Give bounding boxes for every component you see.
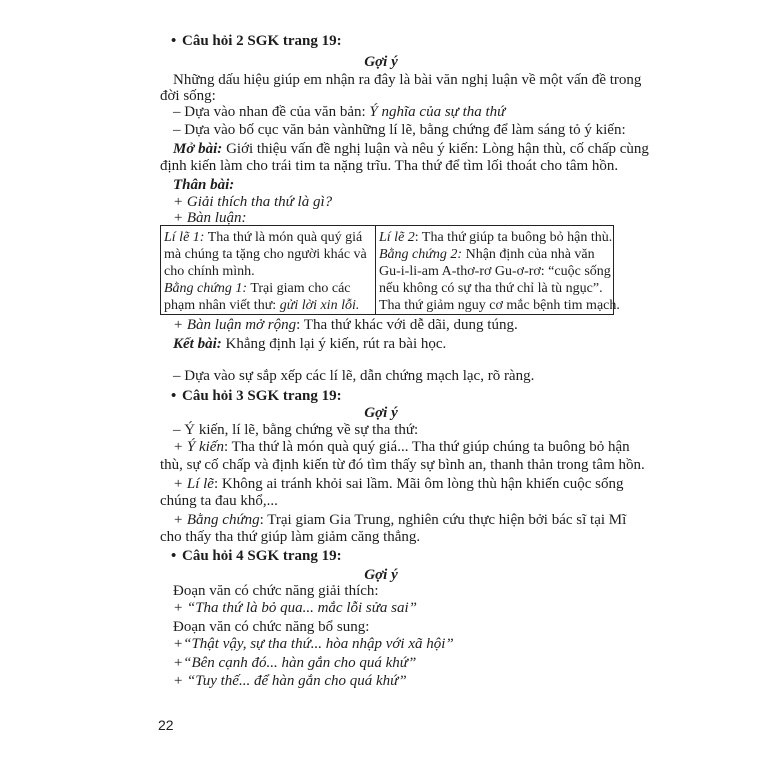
q2-intro-line1: Những dấu hiệu giúp em nhận ra đây là bài văn nghị luận về một vấn đề trong <box>173 72 642 88</box>
table-cell-right: Lí lẽ 2: Tha thứ giúp ta buông bỏ hận thù. Bằng chứng 2: Nhận định của nhà văn Gu-i-li-am A-thơ-rơ Gu-ơ-rơ: “cuộc sống nếu không có sự tha thứ chỉ là tù ngục”. Tha thứ giảm nguy cơ mắc bệnh tim mạch. <box>376 226 614 315</box>
mo-bai-line2: định kiến làm cho trái tim ta nặng trĩu. Tha thứ để tìm lối thoát cho tâm hồn. <box>160 158 619 174</box>
bo-sung-quote-3: + “Tuy thế... để hàn gắn cho quá khứ” <box>173 673 407 689</box>
ket-bai: Kết bài: Khẳng định lại ý kiến, rút ra bài học. <box>173 336 447 352</box>
bang-chung-2-label: Bằng chứng 2: <box>379 247 463 262</box>
ban-luan-mo-rong: + Bàn luận mở rộng: Tha thứ khác với dễ dãi, dung túng. <box>173 317 518 333</box>
li-le-line1: + Lí lẽ: Không ai tránh khỏi sai lầm. Mãi ôm lòng thù hận khiến cuộc sống <box>173 476 624 492</box>
giai-thich-quote: + “Tha thứ là bỏ qua... mắc lỗi sửa sai” <box>173 600 418 616</box>
li-le-line2: chúng ta đau khổ,... <box>160 493 278 509</box>
argument-table <box>160 225 620 315</box>
bang-chung-1-label: Bằng chứng 1: <box>164 281 248 296</box>
mo-bai-label: Mở bài: <box>173 141 223 157</box>
q4-heading: • Câu hỏi 4 SGK trang 19: <box>171 548 342 564</box>
bullet-icon: • <box>171 388 177 404</box>
bang-chung-line2: cho thấy tha thứ giúp làm giảm căng thẳng. <box>160 529 421 545</box>
than-bai-label: Thân bài: <box>173 177 235 193</box>
giai-thich-item: + Giải thích tha thứ là gì? <box>173 194 333 210</box>
bullet-icon: • <box>171 33 177 49</box>
li-le-2-label: Lí lẽ 2 <box>379 230 415 245</box>
ket-bai-label: Kết bài: <box>173 336 222 352</box>
q2-dash-title: – Dựa vào nhan đề của văn bản: Ý nghĩa của sự tha thứ <box>173 104 506 120</box>
q3-heading: • Câu hỏi 3 SGK trang 19: <box>171 388 342 404</box>
bang-chung-line1: + Bằng chứng: Trại giam Gia Trung, nghiên cứu thực hiện bởi bác sĩ tại Mĩ <box>173 512 627 528</box>
q2-dash-arrangement: – Dựa vào sự sắp xếp các lí lẽ, dẫn chứng mạch lạc, rõ ràng. <box>173 368 535 384</box>
li-le-1-label: Lí lẽ 1: <box>164 230 205 245</box>
bo-sung-quote-1: +“Thật vậy, sự tha thứ... hòa nhập với xã hội” <box>173 636 454 652</box>
q3-hint: Gợi ý <box>364 405 398 421</box>
bo-sung-label: Đoạn văn có chức năng bổ sung: <box>173 619 370 635</box>
essay-title: Ý nghĩa của sự tha thứ <box>369 104 506 120</box>
mo-bai-line1: Mở bài: Giới thiệu vấn đề nghị luận và nêu ý kiến: Lòng hận thù, cố chấp cùng <box>173 141 649 157</box>
q2-dash-structure: – Dựa vào bố cục văn bản vànhững lí lẽ, bằng chứng để làm sáng tỏ ý kiến: <box>173 122 626 138</box>
q4-hint: Gợi ý <box>364 567 398 583</box>
y-kien-line1: + Ý kiến: Tha thứ là món quà quý giá... Tha thứ giúp chúng ta buông bỏ hận <box>173 439 630 455</box>
y-kien-line2: thù, sự cố chấp và định kiến từ đó tìm thấy sự bình an, thanh thản trong tâm hồn. <box>160 457 645 473</box>
giai-thich-label: Đoạn văn có chức năng giải thích: <box>173 583 379 599</box>
q2-intro-line2: đời sống: <box>160 88 216 104</box>
bullet-icon: • <box>171 548 177 564</box>
q2-heading: • Câu hỏi 2 SGK trang 19: <box>171 33 342 49</box>
table-cell-left: Lí lẽ 1: Tha thứ là món quà quý giá mà chúng ta tặng cho người khác và cho chính mình. Bằng chứng 1: Trại giam cho các phạm nhân viết thư: gửi lời xin lỗi. <box>161 226 376 315</box>
ban-luan-item: + Bàn luận: <box>173 210 247 226</box>
q3-line1: – Ý kiến, lí lẽ, bằng chứng về sự tha thứ: <box>173 422 419 438</box>
q2-hint: Gợi ý <box>364 54 398 70</box>
bo-sung-quote-2: +“Bên cạnh đó... hàn gắn cho quá khứ” <box>173 655 417 671</box>
page-number: 22 <box>158 717 174 733</box>
